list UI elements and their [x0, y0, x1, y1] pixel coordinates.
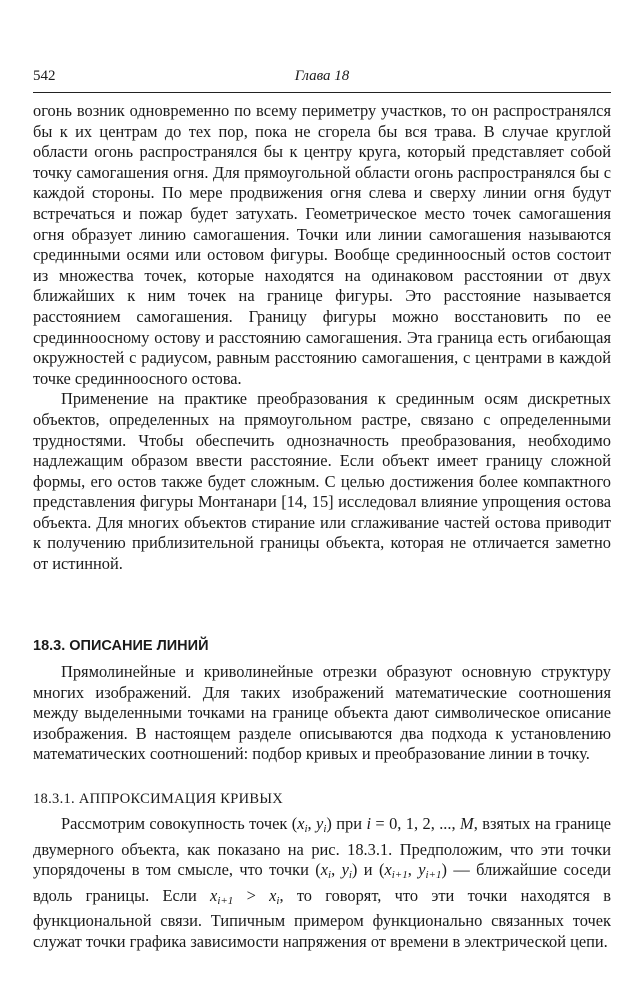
- text-run: >: [233, 885, 270, 905]
- text-block-1: [33, 101, 611, 575]
- math-x: x: [297, 814, 305, 833]
- section-heading: 18.3. ОПИСАНИЕ ЛИНИЙ: [33, 638, 209, 654]
- page-number: 542: [33, 68, 56, 84]
- running-head: [33, 68, 611, 88]
- math-x: x: [384, 860, 392, 880]
- math-sub-i: i: [276, 894, 280, 907]
- math-sub-i: i: [348, 869, 352, 882]
- text-run: Рассмотрим совокупность точек (: [61, 814, 298, 833]
- text-run: ) при: [326, 814, 367, 833]
- math-sub-i1: i+1: [391, 869, 408, 882]
- header-rule: [33, 92, 611, 93]
- math-y: y: [316, 814, 324, 833]
- text-block-3: [33, 814, 611, 953]
- text-run: = 0, 1, 2, ...,: [371, 814, 461, 833]
- text-block-2: [33, 662, 611, 765]
- chapter-title: Глава 18: [294, 68, 350, 84]
- text-run: , взятых на границе двумерного объекта, как показано на рис. 18.3.1. Предположим, что эти точки упорядочены в том смысле, что точки (: [33, 814, 611, 880]
- text-run: ,: [407, 860, 419, 880]
- math-x: x: [210, 885, 218, 905]
- paragraph-line-description: Прямолинейные и криволинейные отрезки образуют основную структуру многих изображений. Для таких изображений математические соотношения между выделенными точками на границе объекта дают символическое описание изображения. В настоящем разделе описываются два подхода к установлению математических соотношений: подбор кривых и преобразование линии в точку.: [33, 662, 611, 764]
- math-sub-i1: i+1: [217, 894, 234, 907]
- math-y: y: [341, 860, 349, 880]
- text-run: ,: [331, 860, 342, 880]
- math-sub-i: i: [323, 823, 327, 835]
- math-i: i: [366, 814, 371, 833]
- text-run: ) и (: [351, 860, 385, 880]
- math-x: x: [269, 885, 277, 905]
- math-sub-i: i: [328, 869, 332, 882]
- math-sub-i1: i+1: [425, 869, 442, 882]
- math-M: M: [460, 814, 474, 833]
- text-run: ) — ближайшие соседи вдоль границы. Если: [33, 860, 611, 905]
- math-sub-i: i: [304, 823, 308, 835]
- paragraph-medial-axis-practice: Применение на практике преобразования к срединным осям дискретных объектов, определенных на прямоугольном растре, связано с определенными трудностями. Чтобы обеспечить однозначность преобразования, необходимо надлежащим образом ввести расстояние. Если объект имеет границу сложной формы, его остов также будет сложным. С целью достижения более компактного представления фигуры Монтанари [14, 15] исследовал влияние упрощения остова объекта. Для многих объектов стирание или сглаживание частей остова приводит к получению приблизительной границы объекта, которая не отличается заметно от истинной.: [33, 389, 611, 574]
- text-run: , то говорят, что эти точки находятся в функциональной связи. Типичным примером функционально связанных точек служат точки графика зависимости напряжения от времени в электрической цепи.: [33, 885, 612, 951]
- math-x: x: [320, 860, 328, 880]
- subsection-heading: 18.3.1. АППРОКСИМАЦИЯ КРИВЫХ: [33, 791, 284, 807]
- math-y: y: [418, 860, 426, 880]
- text-run: ,: [307, 814, 317, 833]
- paragraph-curve-fitting: [33, 814, 611, 953]
- paragraph-fire-analogy: огонь возник одновременно по всему периметру участков, то он распространялся бы к их центрам до тех пор, пока не сгорела бы вся трава. В случае круглой области огонь распространялся бы к центру круга, который представляет собой точку самогашения огня. Для прямоугольной области огонь распространялся бы с каждой стороны. По мере продвижения огня слева и сверху линии огня будут встречаться и пожар будет затухать. Геометрическое место точек самогашения огня образует линию самогашения. Точки или линии самогашения называются срединными осями или остовом фигуры. Вообще срединноосный остов состоит из множества точек, которые находятся на одинаковом расстоянии от двух ближайших к ним точек на границе фигуры. Это расстояние называется расстоянием самогашения. Границу фигуры можно восстановить по ее срединноосному остову и расстоянию самогашения. Эта граница есть огибающая окружностей с радиусом, равным расстоянию самогашения, с центрами в каждой точке срединноосного остова.: [33, 101, 611, 388]
